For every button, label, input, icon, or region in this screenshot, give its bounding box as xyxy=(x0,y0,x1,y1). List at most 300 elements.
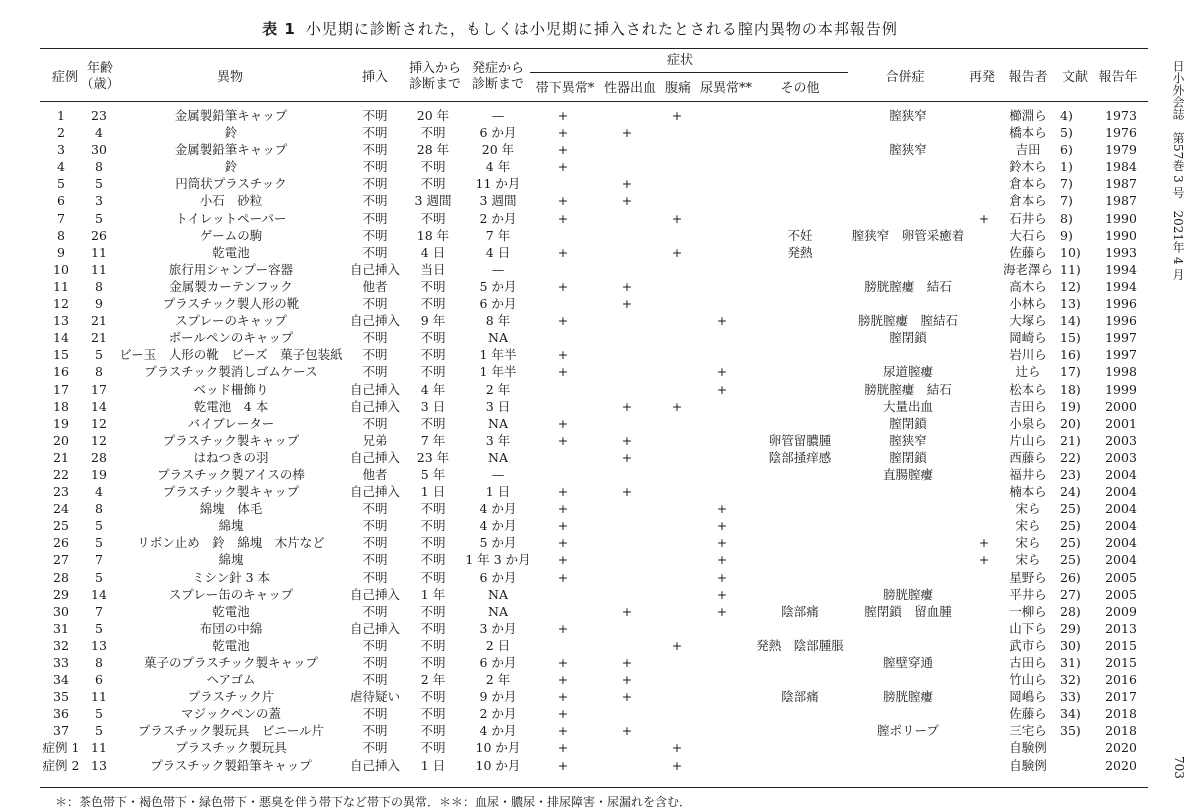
cell-year: 2005 xyxy=(1105,586,1137,602)
cell-insertion: 不明 xyxy=(362,125,388,141)
cell-insertion: 他者 xyxy=(362,278,388,294)
cell-case: 27 xyxy=(53,552,69,568)
cell-reference: 4) xyxy=(1060,108,1073,123)
header-ins-to-dx-line1: 挿入から xyxy=(408,61,461,76)
cell-insertion: 他者 xyxy=(362,466,388,482)
cell-case: 症例 1 xyxy=(42,740,80,756)
cell-ins-to-dx: 1 日 xyxy=(420,757,446,773)
cell-complication: 膣閉鎖 xyxy=(889,330,927,346)
cell-reporter: 一柳ら xyxy=(1009,603,1047,619)
header-other: その他 xyxy=(780,81,820,96)
table-row xyxy=(0,295,1160,312)
cell-ins-to-dx: 20 年 xyxy=(416,108,450,123)
cell-urinary: + xyxy=(716,586,728,602)
footnote: ＊：茶色帯下・褐色帯下・緑色帯下・悪臭を伴う帯下など帯下の異常．＊＊：血尿・膿尿・排尿障害・尿漏れを含む． xyxy=(55,795,692,809)
cell-ins-to-dx: 9 年 xyxy=(420,313,446,329)
cell-year: 2013 xyxy=(1105,620,1137,636)
cell-year: 2016 xyxy=(1105,672,1137,688)
cell-reference: 13) xyxy=(1060,296,1081,312)
cell-reporter: 松本ら xyxy=(1009,381,1047,397)
cell-onset-to-dx: 3 週間 xyxy=(479,193,517,209)
cell-urinary: + xyxy=(716,552,728,568)
header-abdominal-pain: 腹痛 xyxy=(664,81,691,96)
cell-onset-to-dx: 2 日 xyxy=(485,637,511,653)
cell-reporter: 辻ら xyxy=(1015,364,1041,380)
cell-other: 陰部掻痒感 xyxy=(768,449,832,465)
cell-year: 1997 xyxy=(1105,330,1137,346)
table-row xyxy=(0,244,1160,261)
cell-onset-to-dx: NA xyxy=(488,449,508,465)
cell-reference: 5) xyxy=(1060,125,1073,141)
cell-insertion: 不明 xyxy=(362,706,388,722)
table-row xyxy=(0,107,1160,124)
table-row xyxy=(0,158,1160,175)
cell-reference: 7) xyxy=(1060,193,1073,209)
cell-abdominal: + xyxy=(671,244,683,260)
cell-insertion: 不明 xyxy=(362,193,388,209)
cell-reporter: 楠本ら xyxy=(1009,484,1047,500)
cell-bleeding: + xyxy=(621,125,633,141)
cell-discharge: + xyxy=(557,313,569,329)
table-row xyxy=(0,671,1160,688)
header-insertion: 挿入 xyxy=(361,70,388,85)
cell-insertion: 自己挿入 xyxy=(350,398,401,414)
cell-age: 7 xyxy=(95,603,103,619)
cell-onset-to-dx: 5 か月 xyxy=(479,278,517,294)
cell-reference: 27) xyxy=(1060,586,1081,602)
cell-insertion: 不明 xyxy=(362,723,388,739)
cell-reporter: 石井ら xyxy=(1009,210,1047,226)
cell-onset-to-dx: 2 か月 xyxy=(479,210,517,226)
cell-object: 綿塊 xyxy=(218,518,244,534)
cell-complication: 膀胱膣瘻 結石 xyxy=(864,278,952,294)
cell-onset-to-dx: 6 か月 xyxy=(479,655,517,670)
cell-discharge: + xyxy=(557,364,569,380)
cell-discharge: + xyxy=(557,620,569,636)
table-row xyxy=(0,688,1160,705)
cell-discharge: + xyxy=(557,655,569,670)
cell-onset-to-dx: 2 年 xyxy=(485,381,511,397)
cell-complication: 膀胱膣瘻 結石 xyxy=(864,381,952,397)
cell-insertion: 不明 xyxy=(362,501,388,517)
cell-case: 3 xyxy=(57,142,65,158)
cell-insertion: 不明 xyxy=(362,244,388,260)
cell-object: 小石 砂粒 xyxy=(199,193,263,209)
cell-year: 2000 xyxy=(1105,398,1137,414)
cell-age: 5 xyxy=(95,706,103,722)
cell-reporter: 小泉ら xyxy=(1009,415,1047,431)
cell-year: 1984 xyxy=(1105,159,1137,175)
cell-onset-to-dx: 6 か月 xyxy=(479,125,517,141)
cell-abdominal: + xyxy=(671,210,683,226)
cell-object: 乾電池 xyxy=(212,244,250,260)
cell-case: 21 xyxy=(53,449,69,465)
cell-ins-to-dx: 不明 xyxy=(420,740,446,756)
cell-insertion: 自己挿入 xyxy=(350,449,401,465)
cell-year: 2004 xyxy=(1105,518,1137,534)
cell-discharge: + xyxy=(557,159,569,175)
cell-discharge: + xyxy=(557,142,569,158)
cell-reference: 12) xyxy=(1060,278,1081,294)
cell-ins-to-dx: 不明 xyxy=(420,364,446,380)
cell-year: 2003 xyxy=(1105,449,1137,465)
cell-insertion: 不明 xyxy=(362,535,388,551)
cell-reporter: 三宅ら xyxy=(1009,723,1047,739)
cell-age: 21 xyxy=(91,313,107,329)
cell-urinary: + xyxy=(716,569,728,585)
cell-reporter: 大石ら xyxy=(1009,227,1047,243)
cell-case: 5 xyxy=(57,176,65,192)
cell-onset-to-dx: NA xyxy=(488,415,508,431)
cell-bleeding: + xyxy=(621,689,633,705)
cell-case: 9 xyxy=(57,244,65,260)
cell-abdominal: + xyxy=(671,108,683,123)
cell-reporter: 武市ら xyxy=(1009,637,1047,653)
cell-case: 26 xyxy=(53,535,69,551)
header-bleeding: 性器出血 xyxy=(603,81,656,96)
cell-object: プラスチック製玩具 ビニール片 xyxy=(137,723,325,739)
cell-year: 1987 xyxy=(1105,193,1137,209)
table-row xyxy=(0,517,1160,534)
cell-ins-to-dx: 不明 xyxy=(420,689,446,705)
cell-age: 4 xyxy=(95,484,103,500)
cell-case: 16 xyxy=(53,364,69,380)
cell-insertion: 自己挿入 xyxy=(350,313,401,329)
cell-case: 10 xyxy=(53,261,69,277)
table-row xyxy=(0,261,1160,278)
cell-reporter: 福井ら xyxy=(1009,466,1047,482)
cell-object: プラスチック製人形の靴 xyxy=(162,296,300,312)
cell-urinary: + xyxy=(716,603,728,619)
cell-reference: 33) xyxy=(1060,689,1081,705)
cell-case: 4 xyxy=(57,159,65,175)
cell-year: 1997 xyxy=(1105,347,1137,363)
cell-reporter: 佐藤ら xyxy=(1009,244,1047,260)
cell-age: 8 xyxy=(95,278,103,294)
cell-object: ヘアゴム xyxy=(206,672,256,688)
cell-complication: 膣狭窄 xyxy=(889,108,927,123)
cell-bleeding: + xyxy=(621,278,633,294)
cell-insertion: 不明 xyxy=(362,637,388,653)
cell-age: 14 xyxy=(91,586,107,602)
cell-case: 11 xyxy=(53,278,69,294)
table-row xyxy=(0,415,1160,432)
cell-discharge: + xyxy=(557,535,569,551)
cell-object: プラスチック製キャップ xyxy=(162,432,300,448)
cell-age: 7 xyxy=(95,552,103,568)
cell-insertion: 不明 xyxy=(362,347,388,363)
cell-year: 1987 xyxy=(1105,176,1137,192)
cell-case: 7 xyxy=(57,210,65,226)
cell-object: ビー玉 人形の靴 ビーズ 菓子包装紙 xyxy=(119,347,343,363)
cell-ins-to-dx: 当日 xyxy=(420,261,446,277)
cell-age: 12 xyxy=(91,415,107,431)
cell-insertion: 不明 xyxy=(362,210,388,226)
table-row xyxy=(0,398,1160,415)
cell-reporter: 佐藤ら xyxy=(1009,706,1047,722)
cell-age: 3 xyxy=(95,193,103,209)
cell-urinary: + xyxy=(716,364,728,380)
cell-case: 14 xyxy=(53,330,69,346)
cell-object: ミシン針 3 本 xyxy=(191,569,271,585)
cell-case: 19 xyxy=(53,415,69,431)
cell-age: 5 xyxy=(95,176,103,192)
cell-onset-to-dx: 6 か月 xyxy=(479,569,517,585)
cell-complication: 直腸膣瘻 xyxy=(882,466,933,482)
cell-complication: 膀胱膣瘻 xyxy=(882,689,933,705)
table-row xyxy=(0,329,1160,346)
cell-case: 2 xyxy=(57,125,65,141)
cell-case: 31 xyxy=(53,620,69,636)
table-row xyxy=(0,346,1160,363)
table-row xyxy=(0,500,1160,517)
cell-discharge: + xyxy=(557,723,569,739)
table-row xyxy=(0,569,1160,586)
cell-reporter: 平井ら xyxy=(1009,586,1047,602)
cell-case: 17 xyxy=(53,381,69,397)
cell-complication: 膣壁穿通 xyxy=(882,655,933,670)
cell-reporter: 宋ら xyxy=(1015,518,1041,534)
cell-ins-to-dx: 不明 xyxy=(420,655,446,670)
cell-onset-to-dx: 1 日 xyxy=(485,484,511,500)
cell-recurrence: + xyxy=(978,535,990,551)
cell-urinary: + xyxy=(716,535,728,551)
cell-reporter: 片山ら xyxy=(1009,432,1047,448)
table-row xyxy=(0,705,1160,722)
cell-reference: 21) xyxy=(1060,432,1081,448)
cell-year: 2004 xyxy=(1105,501,1137,517)
cell-year: 1979 xyxy=(1105,142,1137,158)
cell-reference: 24) xyxy=(1060,484,1081,500)
cell-reporter: 橋本ら xyxy=(1009,125,1047,141)
cell-year: 2001 xyxy=(1105,415,1137,431)
cell-reporter: 吉田ら xyxy=(1009,398,1047,414)
cell-ins-to-dx: 3 日 xyxy=(420,398,446,414)
cell-year: 1994 xyxy=(1105,261,1137,277)
cell-age: 6 xyxy=(95,672,103,688)
cell-onset-to-dx: 3 年 xyxy=(485,432,511,448)
cell-complication: 膀胱膣瘻 xyxy=(882,586,933,602)
table-row xyxy=(0,192,1160,209)
cell-age: 23 xyxy=(91,108,107,123)
header-reporter: 報告者 xyxy=(1008,70,1048,85)
cell-ins-to-dx: 23 年 xyxy=(416,449,450,465)
cell-discharge: + xyxy=(557,347,569,363)
cell-reference: 6) xyxy=(1060,142,1073,158)
table-row xyxy=(0,757,1160,774)
cell-bleeding: + xyxy=(621,655,633,670)
header-age-line1: 年齢 xyxy=(86,61,113,76)
cell-discharge: + xyxy=(557,278,569,294)
cell-reference: 10) xyxy=(1060,244,1081,260)
cell-age: 8 xyxy=(95,655,103,670)
header-age-line2: （歳） xyxy=(80,77,120,92)
cell-case: 28 xyxy=(53,569,69,585)
cell-year: 2004 xyxy=(1105,466,1137,482)
header-onset-to-dx-line1: 発症から xyxy=(471,61,524,76)
cell-object: トイレットペーパー xyxy=(175,210,287,226)
cell-ins-to-dx: 不明 xyxy=(420,706,446,722)
cell-insertion: 不明 xyxy=(362,142,388,158)
cell-insertion: 不明 xyxy=(362,552,388,568)
table-row xyxy=(0,534,1160,551)
cell-age: 9 xyxy=(95,296,103,312)
symptoms-group-rule xyxy=(530,72,848,73)
header-recurrence: 再発 xyxy=(968,70,995,85)
cell-object: 綿塊 xyxy=(218,552,244,568)
cell-reporter: 宋ら xyxy=(1015,501,1041,517)
cell-object: 乾電池 xyxy=(212,637,250,653)
cell-year: 2004 xyxy=(1105,535,1137,551)
cell-ins-to-dx: 不明 xyxy=(420,603,446,619)
cell-reporter: 海老澤ら xyxy=(1002,261,1053,277)
cell-other: 発熱 xyxy=(787,244,813,260)
cell-object: はねつきの羽 xyxy=(193,449,269,465)
header-ins-to-dx-line2: 診断まで xyxy=(408,77,461,92)
cell-onset-to-dx: 4 年 xyxy=(485,159,511,175)
cell-onset-to-dx: 1 年半 xyxy=(479,347,517,363)
cell-reference: 15) xyxy=(1060,330,1081,346)
cell-discharge: + xyxy=(557,569,569,585)
cell-ins-to-dx: 不明 xyxy=(420,176,446,192)
header-complication: 合併症 xyxy=(885,70,925,85)
cell-ins-to-dx: 18 年 xyxy=(416,227,450,243)
cell-discharge: + xyxy=(557,193,569,209)
cell-object: 鈴 xyxy=(224,125,238,141)
cell-age: 13 xyxy=(91,757,107,773)
cell-onset-to-dx: 10 か月 xyxy=(475,740,521,756)
cell-case: 33 xyxy=(53,655,69,670)
cell-case: 23 xyxy=(53,484,69,500)
journal-running-head: 日小外会誌 第57巻 3 号 2021年 4 月 xyxy=(1171,60,1185,281)
cell-ins-to-dx: 5 年 xyxy=(420,466,446,482)
cell-year: 1990 xyxy=(1105,227,1137,243)
cell-onset-to-dx: — xyxy=(491,466,505,482)
cell-other: 陰部痛 xyxy=(781,689,819,705)
cell-complication: 膀胱膣瘻 膣結石 xyxy=(857,313,958,329)
cell-insertion: 不明 xyxy=(362,159,388,175)
cell-object: プラスチック製アイスの棒 xyxy=(157,466,305,482)
cell-reference: 22) xyxy=(1060,449,1081,465)
table-row xyxy=(0,141,1160,158)
cell-year: 1996 xyxy=(1105,296,1137,312)
cell-object: 菓子のプラスチック製キャップ xyxy=(143,655,318,670)
cell-reporter: 西藤ら xyxy=(1009,449,1047,465)
top-rule xyxy=(40,48,1148,49)
cell-object: 綿塊 体毛 xyxy=(199,501,263,517)
cell-object: 金属製鉛筆キャップ xyxy=(174,108,288,123)
header-onset-to-dx-line2: 診断まで xyxy=(471,77,524,92)
cell-case: 20 xyxy=(53,432,69,448)
cell-object: 布団の中綿 xyxy=(199,620,263,636)
cell-object: 乾電池 xyxy=(212,603,250,619)
cell-ins-to-dx: 不明 xyxy=(420,330,446,346)
header-urinary: 尿異常** xyxy=(699,81,752,96)
cell-insertion: 自己挿入 xyxy=(350,381,401,397)
cell-reference: 31) xyxy=(1060,655,1081,670)
cell-age: 13 xyxy=(91,637,107,653)
cell-object: プラスチック製キャップ xyxy=(162,484,300,500)
cell-reference: 8) xyxy=(1060,210,1073,226)
cell-bleeding: + xyxy=(621,176,633,192)
cell-insertion: 兄弟 xyxy=(362,432,388,448)
cell-object: スプレーのキャップ xyxy=(174,313,287,329)
cell-year: 1990 xyxy=(1105,210,1137,226)
cell-year: 2004 xyxy=(1105,484,1137,500)
cell-onset-to-dx: 10 か月 xyxy=(475,757,521,773)
cell-year: 2020 xyxy=(1105,740,1137,756)
cell-object: プラスチック製鉛筆キャップ xyxy=(150,757,312,773)
table-row xyxy=(0,449,1160,466)
cell-discharge: + xyxy=(557,706,569,722)
cell-age: 28 xyxy=(91,449,107,465)
cell-reference: 25) xyxy=(1060,518,1081,534)
cell-age: 11 xyxy=(91,261,107,277)
table-caption: 小児期に診断された，もしくは小児期に挿入されたとされる膣内異物の本邦報告例 xyxy=(305,20,898,38)
cell-bleeding: + xyxy=(621,484,633,500)
cell-insertion: 自己挿入 xyxy=(350,261,401,277)
table-row xyxy=(0,551,1160,568)
table-row xyxy=(0,722,1160,739)
cell-object: スプレー缶のキャップ xyxy=(168,586,294,602)
cell-discharge: + xyxy=(557,432,569,448)
header-discharge: 帯下異常* xyxy=(535,81,595,96)
cell-reporter: 小林ら xyxy=(1009,296,1047,312)
cell-object: 乾電池 4 本 xyxy=(193,398,269,414)
cell-ins-to-dx: 4 年 xyxy=(420,381,446,397)
cell-bleeding: + xyxy=(621,432,633,448)
cell-recurrence: + xyxy=(978,552,990,568)
cell-age: 8 xyxy=(95,159,103,175)
table-row xyxy=(0,175,1160,192)
cell-complication: 大量出血 xyxy=(882,398,933,414)
cell-case: 15 xyxy=(53,347,69,363)
cell-case: 8 xyxy=(57,227,65,243)
cell-bleeding: + xyxy=(621,398,633,414)
cell-onset-to-dx: 4 か月 xyxy=(479,518,517,534)
cell-ins-to-dx: 3 週間 xyxy=(414,193,452,209)
cell-object: リボン止め 鈴 綿塊 木片など xyxy=(137,535,325,551)
cell-complication: 膣狭窄 xyxy=(889,142,927,158)
cell-discharge: + xyxy=(557,672,569,688)
cell-age: 4 xyxy=(95,125,103,141)
cell-complication: 膣閉鎖 xyxy=(889,449,927,465)
cell-case: 30 xyxy=(53,603,69,619)
cell-case: 35 xyxy=(53,689,69,705)
cell-case: 12 xyxy=(53,296,69,312)
cell-age: 8 xyxy=(95,501,103,517)
cell-reporter: 宋ら xyxy=(1015,535,1041,551)
header-reference: 文献 xyxy=(1061,70,1088,85)
cell-onset-to-dx: NA xyxy=(488,330,508,346)
cell-case: 24 xyxy=(53,501,69,517)
cell-onset-to-dx: — xyxy=(491,108,505,123)
cell-insertion: 自己挿入 xyxy=(350,620,401,636)
cell-ins-to-dx: 28 年 xyxy=(416,142,450,158)
case-table-body xyxy=(0,107,1160,774)
cell-reporter: 古田ら xyxy=(1009,655,1047,670)
cell-complication: 膣狭窄 xyxy=(889,432,927,448)
cell-urinary: + xyxy=(716,518,728,534)
table-label: 表 1 xyxy=(262,20,296,38)
cell-discharge: + xyxy=(557,689,569,705)
cell-object: ベッド柵飾り xyxy=(193,381,269,397)
cell-insertion: 不明 xyxy=(362,176,388,192)
cell-object: プラスチック片 xyxy=(187,689,275,705)
cell-onset-to-dx: 6 か月 xyxy=(479,296,517,312)
table-row xyxy=(0,363,1160,380)
cell-insertion: 不明 xyxy=(362,227,388,243)
